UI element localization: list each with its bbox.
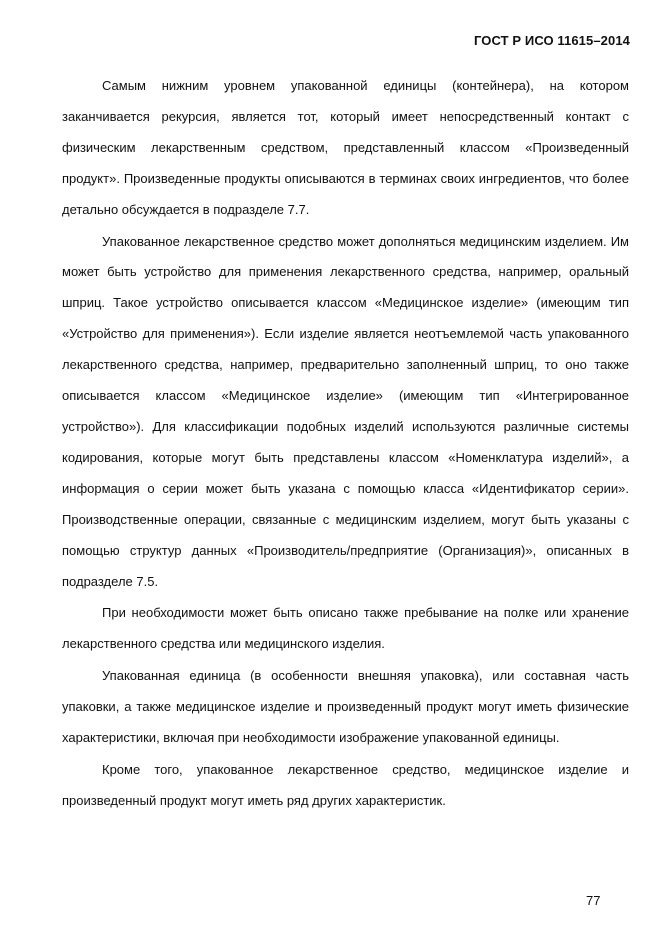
paragraph: При необходимости может быть описано также пребывание на полке или хранение лекарственного средства или медицинского изделия. [62, 605, 629, 652]
paragraph: Упакованная единица (в особенности внешняя упаковка), или составная часть упаковки, а также медицинское изделие и произведенный продукт могут иметь физические характеристики, включая при необходимости изображение упакованной единицы. [62, 668, 629, 746]
document-body [62, 71, 629, 818]
document-header [474, 33, 630, 48]
paragraph: Упакованное лекарственное средство может дополняться медицинским изделием. Им может быть устройство для применения лекарственного средства, например, оральный шприц. Такое устройство описывается классом «Медицинское изделие» (имеющим тип «Устройство для применения»). Если изделие является неотъемлемой часть упакованного лекарственного средства, например, предварительно заполненный шприц, то оно также описывается классом «Медицинское изделие» (имеющим тип «Интегрированное устройство»). Для классификации подобных изделий используются различные системы кодирования, которые могут быть представлены классом «Номенклатура изделий», а информация о серии может быть указана с помощью класса «Идентификатор серии». Производственные операции, связанные с медицинским изделием, могут быть указаны с помощью структур данных «Производитель/предприятие (Организация)», описанных в подразделе 7.5. [62, 233, 629, 589]
paragraph: Кроме того, упакованное лекарственное средство, медицинское изделие и произведенный продукт могут иметь ряд других характеристик. [62, 761, 629, 808]
standard-code: ГОСТ Р ИСО 11615–2014 [473, 33, 630, 48]
page-number: 77 [586, 893, 601, 908]
paragraph: Самым нижним уровнем упакованной единицы (контейнера), на котором заканчивается рекурсия, является тот, который имеет непосредственный контакт с физическим лекарственным средством, представленный классом «Произведенный продукт». Произведенные продукты описываются в терминах своих ингредиентов, что более детально обсуждается в подразделе 7.7. [62, 78, 629, 217]
